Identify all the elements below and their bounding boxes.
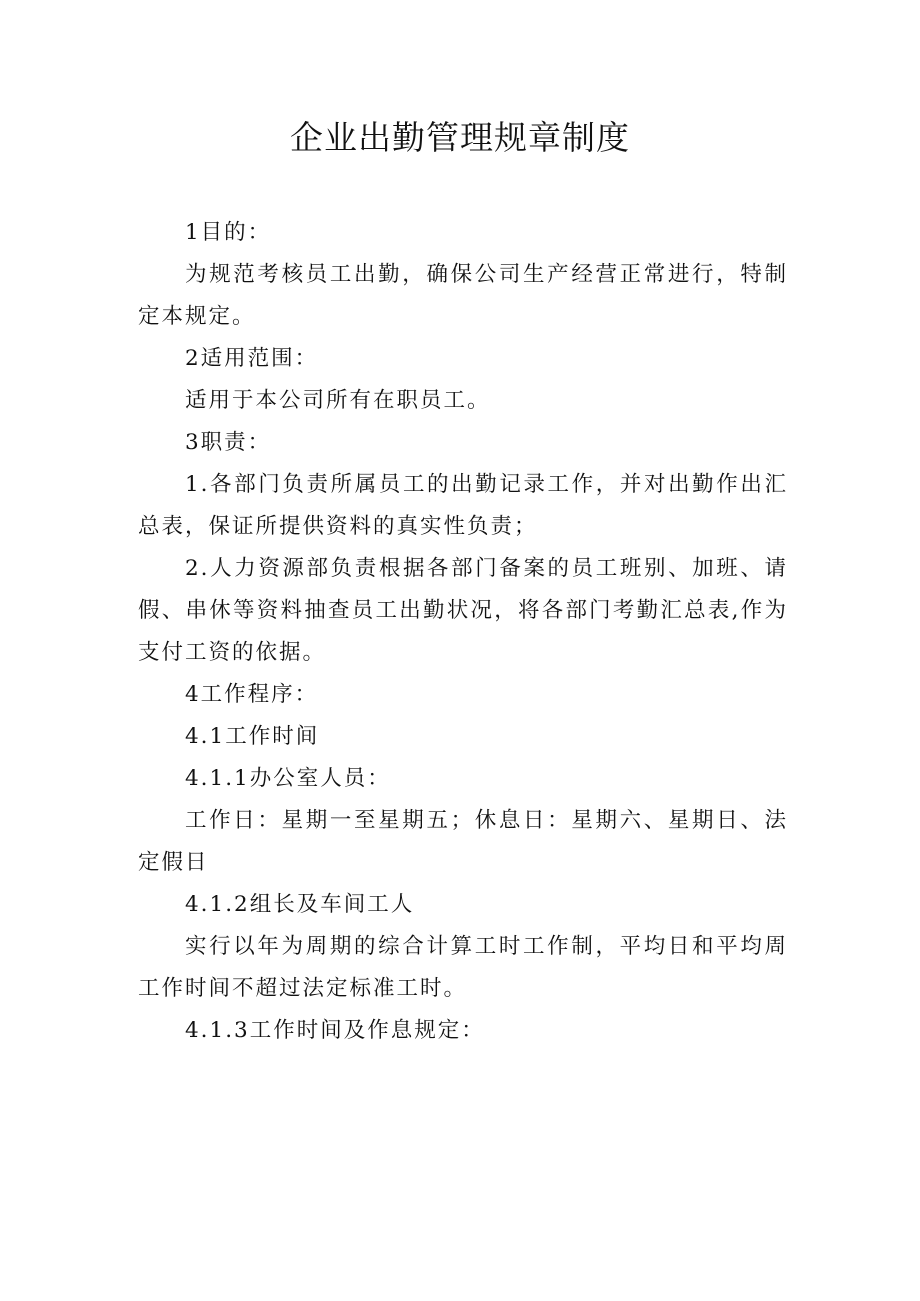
document-title: 企业出勤管理规章制度 [290, 118, 630, 157]
heading-office-staff: 4.1.1办公室人员： [185, 766, 391, 791]
paragraph-purpose: 为规范考核员工出勤，确保公司生产经营正常进行，特制定本规定。 [138, 262, 788, 329]
paragraph-office-staff: 工作日：星期一至星期五；休息日：星期六、星期日、法定假日 [138, 808, 788, 875]
paragraph-responsibility-2: 2.人力资源部负责根据各部门备案的员工班别、加班、请假、串休等资料抽查员工出勤状况，将各部门考勤汇总表,作为支付工资的依据。 [138, 556, 788, 665]
paragraph-scope: 适用于本公司所有在职员工。 [185, 388, 491, 413]
heading-scope: 2适用范围： [185, 346, 319, 371]
document-body [138, 212, 788, 1052]
heading-purpose: 1目的： [185, 220, 272, 245]
paragraph-responsibility-1: 1.各部门负责所属员工的出勤记录工作，并对出勤作出汇总表，保证所提供资料的真实性负责； [138, 472, 788, 539]
heading-workshop-staff: 4.1.2组长及车间工人 [185, 892, 415, 917]
heading-schedule-rules: 4.1.3工作时间及作息规定： [185, 1018, 485, 1043]
paragraph-workshop-staff: 实行以年为周期的综合计算工时工作制，平均日和平均周工作时间不超过法定标准工时。 [138, 934, 788, 1001]
heading-procedure: 4工作程序： [185, 682, 319, 707]
heading-work-hours: 4.1工作时间 [185, 724, 320, 749]
heading-responsibilities: 3职责： [185, 430, 272, 455]
